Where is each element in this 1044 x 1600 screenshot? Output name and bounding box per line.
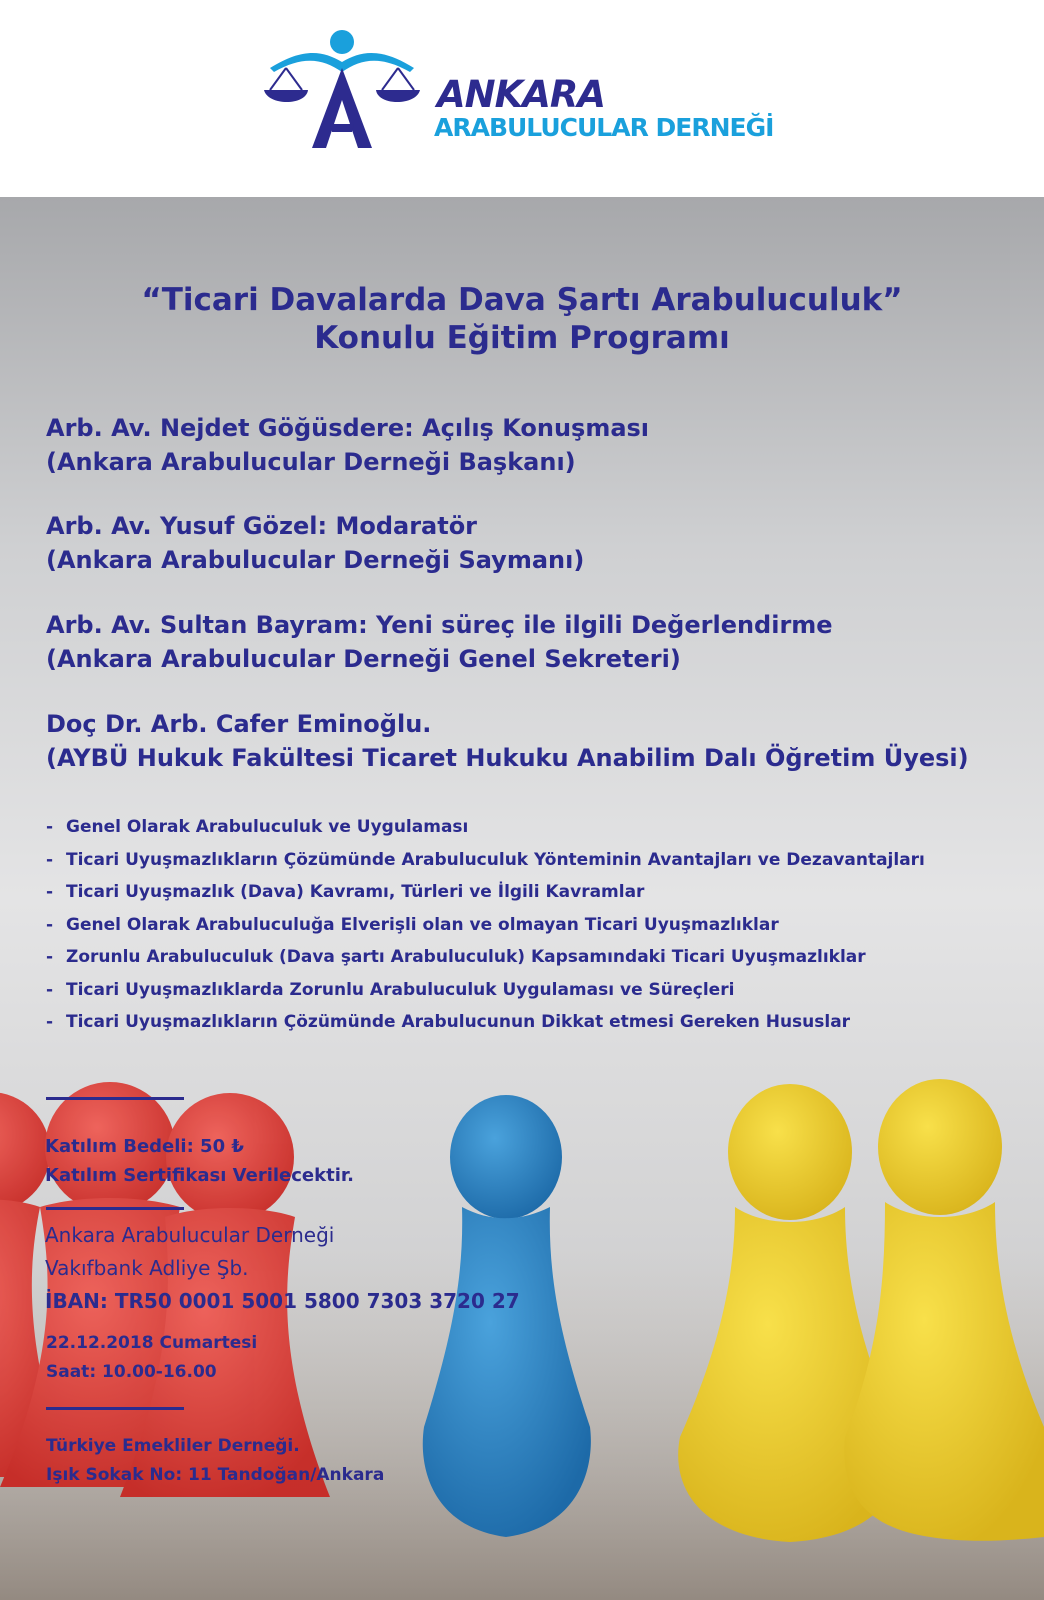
fee-info [45, 1132, 354, 1190]
logo-subtitle: ARABULUCULAR DERNEĞİ [434, 113, 774, 142]
bank-branch: Vakıfbank Adliye Şb. [45, 1256, 249, 1280]
venue-name: Türkiye Emekliler Derneği. [46, 1436, 300, 1456]
venue-info [46, 1432, 384, 1490]
topic-list [46, 811, 925, 1039]
fee-amount: Katılım Bedeli: 50 ₺ [45, 1136, 244, 1157]
bullet: - [46, 947, 54, 967]
speaker-role: (Ankara Arabulucular Derneği Başkanı) [46, 448, 576, 476]
list-item [46, 909, 925, 942]
speaker-name: Arb. Av. Yusuf Gözel: Modaratör [46, 512, 478, 540]
certificate-note: Katılım Sertifikası Verilecektir. [45, 1165, 355, 1186]
venue-address: Işık Sokak No: 11 Tandoğan/Ankara [46, 1465, 385, 1485]
schedule-info [46, 1329, 257, 1387]
list-item [46, 1006, 925, 1039]
divider [46, 1097, 184, 1100]
speaker-1 [46, 411, 649, 479]
speaker-role: (Ankara Arabulucular Derneği Saymanı) [46, 546, 585, 574]
bank-info [45, 1219, 520, 1318]
bullet: - [46, 979, 54, 1000]
speaker-name: Doç Dr. Arb. Cafer Eminoğlu. [46, 710, 432, 738]
list-item [46, 811, 925, 844]
speaker-4 [46, 707, 969, 775]
speaker-name: Arb. Av. Sultan Bayram: Yeni süreç ile ilgili Değerlendirme [46, 611, 833, 639]
divider [46, 1207, 184, 1210]
list-item [46, 844, 925, 877]
event-title-line2: Konulu Eğitim Programı [314, 320, 730, 356]
bullet: - [46, 817, 54, 837]
speaker-name: Arb. Av. Nejdet Göğüsdere: Açılış Konuşması [46, 414, 650, 442]
topic-text: Zorunlu Arabuluculuk (Dava şartı Arabuluculuk) Kapsamındaki Ticari Uyuşmazlıklar [66, 947, 866, 967]
bullet: - [46, 882, 54, 902]
poster [0, 197, 1044, 1600]
event-date: 22.12.2018 Cumartesi [46, 1333, 258, 1353]
bullet: - [46, 1012, 54, 1032]
logo-title: ANKARA [437, 73, 606, 116]
speaker-3 [46, 608, 833, 676]
topic-text: Ticari Uyuşmazlıklarda Zorunlu Arabuluculuk Uygulaması ve Süreçleri [66, 979, 735, 1000]
topic-text: Genel Olarak Arabuluculuğa Elverişli olan ve olmayan Ticari Uyuşmazlıklar [66, 914, 779, 935]
list-item [46, 974, 925, 1007]
topic-text: Ticari Uyuşmazlık (Dava) Kavramı, Türleri ve İlgili Kavramlar [66, 882, 645, 902]
list-item [46, 876, 925, 909]
bank-account-name: Ankara Arabulucular Derneği [45, 1223, 335, 1247]
scales-of-justice-logo-icon [262, 28, 422, 153]
topic-text: Ticari Uyuşmazlıkların Çözümünde Arabuluculuk Yönteminin Avantajları ve Dezavantajları [66, 849, 925, 870]
event-time: Saat: 10.00-16.00 [46, 1362, 217, 1382]
topic-text: Genel Olarak Arabuluculuk ve Uygulaması [66, 817, 469, 837]
speaker-role: (Ankara Arabulucular Derneği Genel Sekreteri) [46, 645, 681, 673]
speaker-role: (AYBÜ Hukuk Fakültesi Ticaret Hukuku Anabilim Dalı Öğretim Üyesi) [46, 744, 969, 772]
speaker-2 [46, 509, 584, 577]
bullet: - [46, 849, 54, 870]
bank-iban: İBAN: TR50 0001 5001 5800 7303 3720 27 [45, 1289, 520, 1313]
event-title [0, 281, 1044, 357]
bullet: - [46, 914, 54, 935]
divider [46, 1407, 184, 1410]
topic-text: Ticari Uyuşmazlıkların Çözümünde Arabulucunun Dikkat etmesi Gereken Hususlar [66, 1012, 851, 1032]
list-item [46, 941, 925, 974]
header [0, 0, 1044, 197]
event-title-line1: “Ticari Davalarda Dava Şartı Arabuluculuk” [141, 282, 903, 318]
